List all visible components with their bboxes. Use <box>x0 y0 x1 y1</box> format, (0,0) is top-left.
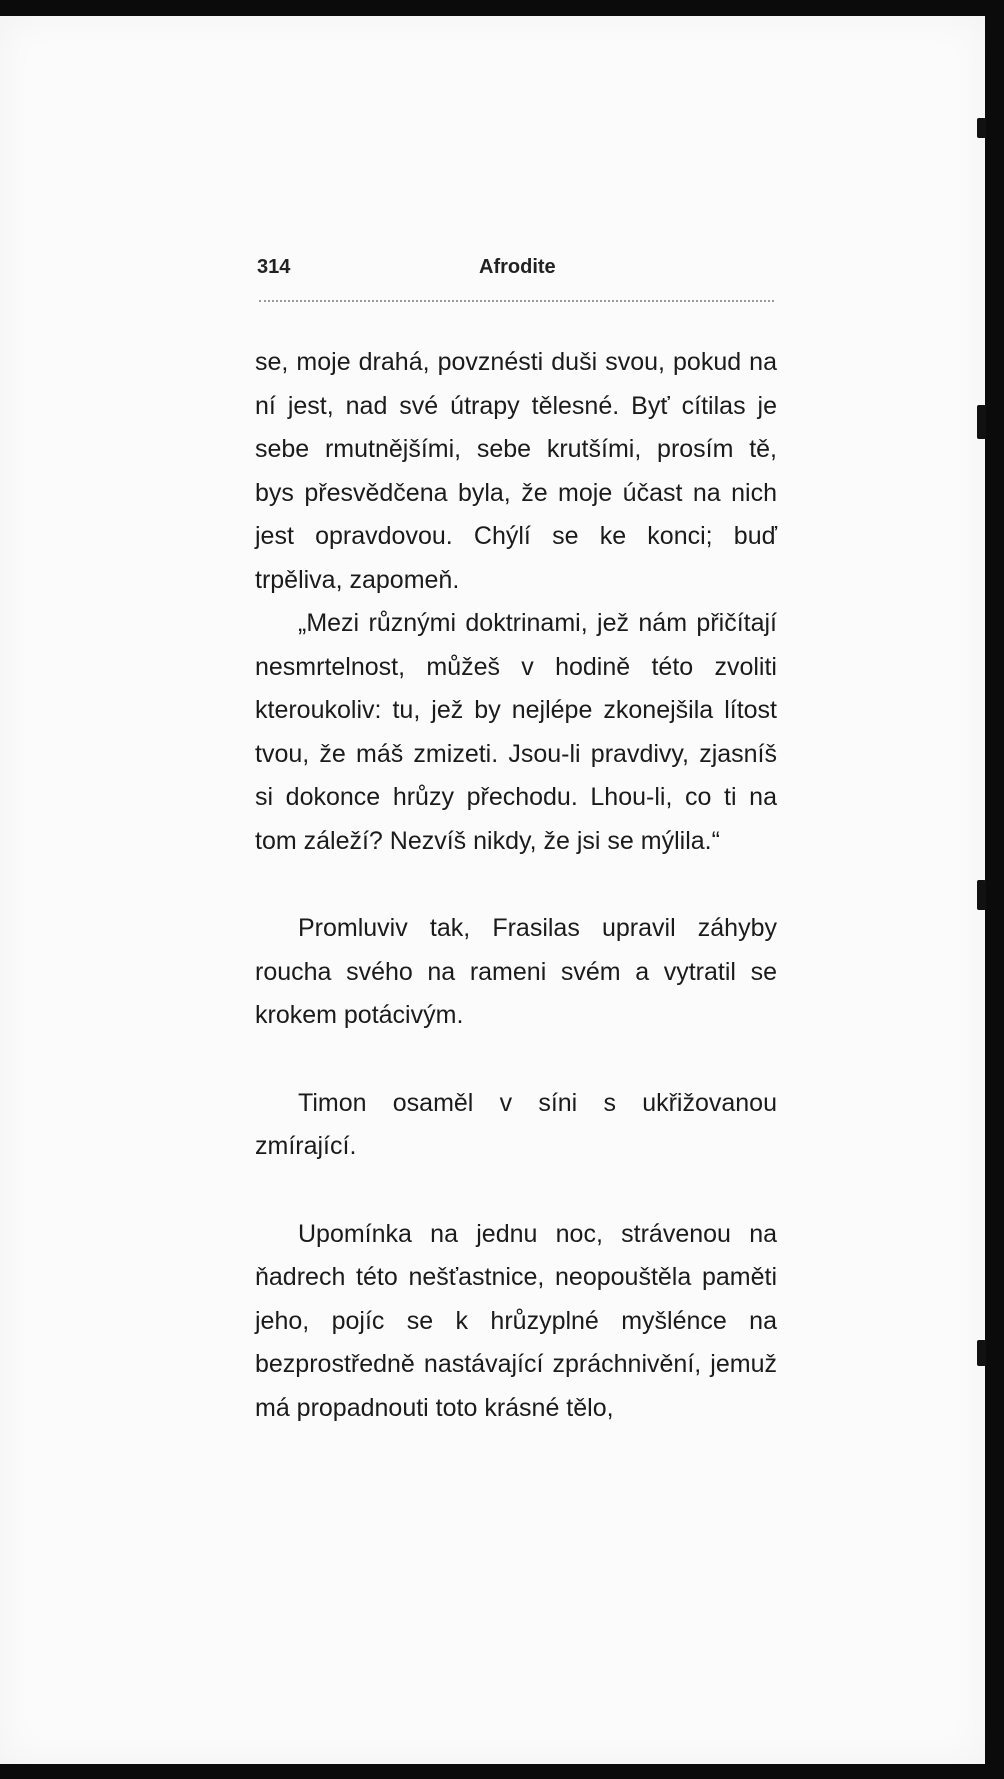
page-header <box>257 253 777 283</box>
body-text <box>255 341 777 1430</box>
running-title: Afrodite <box>479 256 556 278</box>
paragraph-5: Upomínka na jednu noc, strávenou na ňadrech této nešťastnice, neopouštěla paměti jeho, pojíc se k hrůzyplné myšlénce na bezprostředně nastávající zpráchnivění, jemuž má propadnouti toto krásné tělo, <box>255 1219 777 1422</box>
paragraph-4: Timon osaměl v síni s ukřižovanou zmírající. <box>255 1088 777 1160</box>
paragraph-2: „Mezi různými doktrinami, jež nám přičítají nesmrtelnost, můžeš v hodině této zvoliti kteroukoliv: tu, jež by nejlépe zkonejšila lítost tvou, že máš zmizeti. Jsou-li pravdivy, zjasníš si dokonce hrůzy přechodu. Lhou-li, co ti na tom záleží? Nezvíš nikdy, že jsi se mýlila.“ <box>255 609 777 855</box>
paragraph-1: se, moje drahá, povznésti duši svou, pokud na ní jest, nad své útrapy tělesné. Byť cítilas je sebe rmutnějšími, sebe krutšími, prosím tě, bys přesvědčena byla, že moje účast na nich jest opravdovou. Chýlí se ke konci; buď trpěliva, zapomeň. <box>255 348 777 594</box>
header-divider <box>259 300 774 302</box>
scan-edge <box>985 0 1004 1779</box>
page-number: 314 <box>257 256 291 278</box>
paragraph-3: Promluviv tak, Frasilas upravil záhyby roucha svého na rameni svém a vytratil se krokem potácivým. <box>255 914 777 1029</box>
